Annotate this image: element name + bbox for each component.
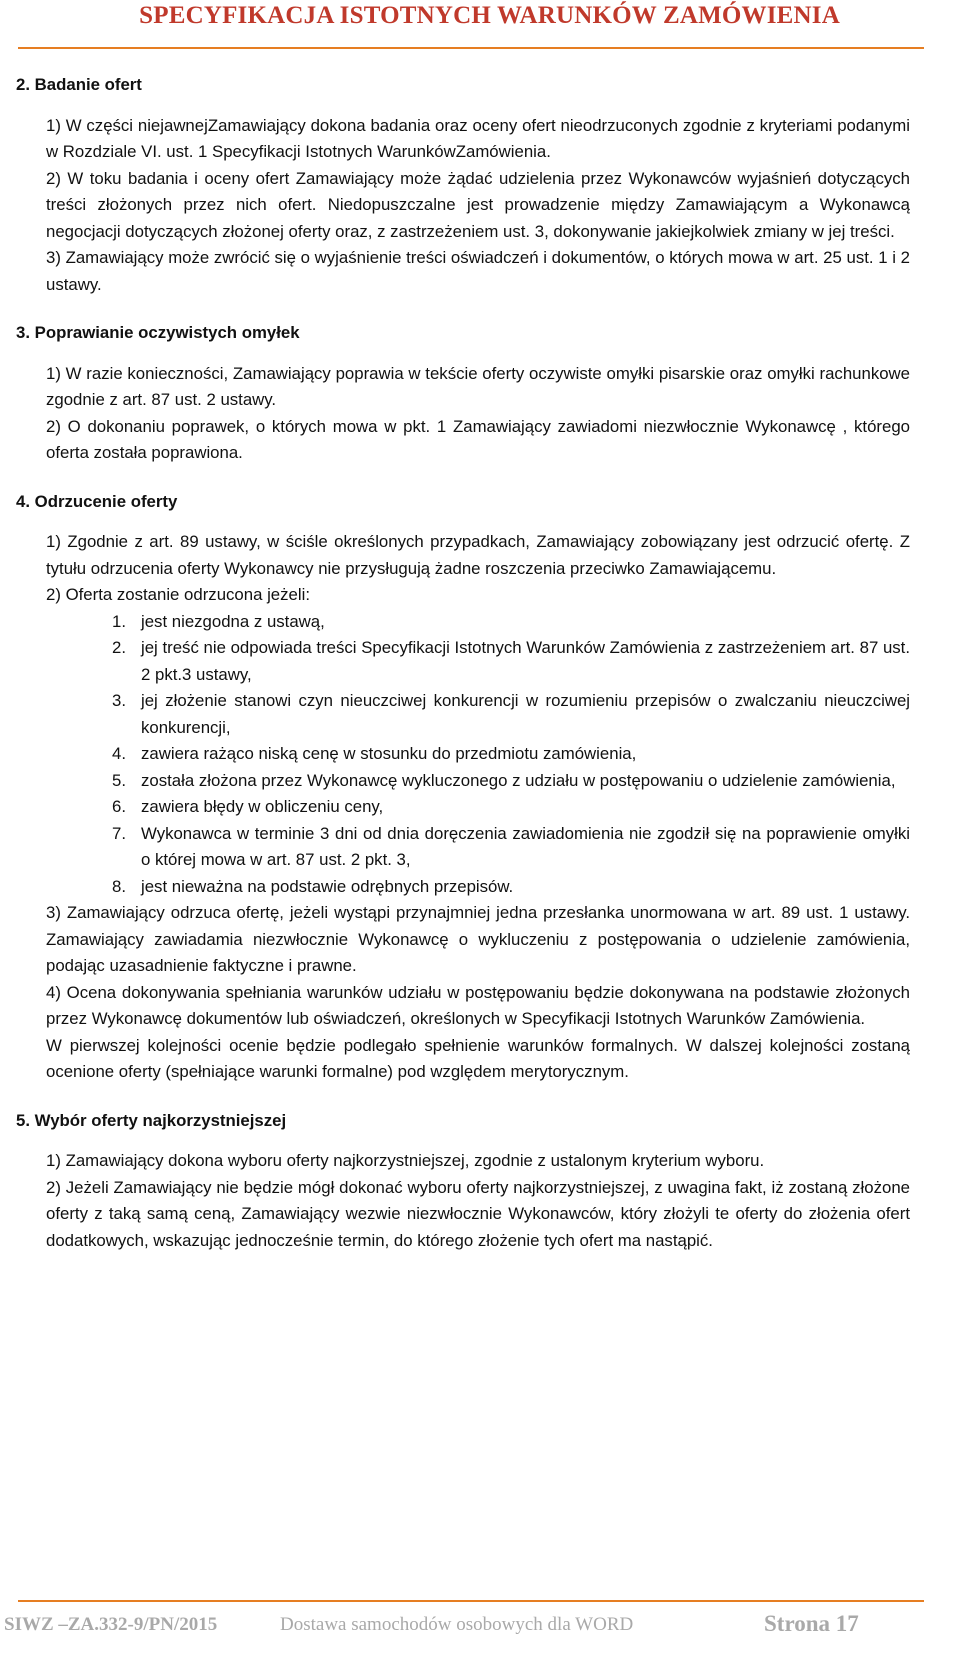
paragraph: 1) Zgodnie z art. 89 ustawy, w ściśle określonych przypadkach, Zamawiający zobowiązany jest odrzucić ofertę. Z tytułu odrzucenia oferty Wykonawcy nie przysługują żadne roszczenia przeciwko Zamawiającemu. — [46, 532, 910, 578]
list-item-number: 8. — [112, 876, 126, 896]
list-item-number: 3. — [112, 691, 126, 710]
list-item-text: jej złożenie stanowi czyn nieuczciwej konkurencji w rozumieniu przepisów o zwalczaniu nieuczciwej konkurencji, — [141, 691, 910, 737]
paragraph: 1) W części niejawnejZamawiający dokona badania oraz oceny ofert nieodrzuconych zgodnie z kryteriami podanymi w Rozdziale VI. ust. 1 Specyfikacji Istotnych WarunkówZamówienia. — [46, 115, 910, 161]
footer-divider — [18, 1600, 924, 1602]
section-title: 5. Wybór oferty najkorzystniejszej — [16, 1110, 287, 1130]
page-footer — [0, 1600, 960, 1653]
header-divider — [18, 47, 924, 49]
list-item — [16, 768, 910, 795]
list-item-text: jej treść nie odpowiada treści Specyfikacji Istotnych Warunków Zamówienia z zastrzeżeniem art. 87 ust. 2 pkt.3 ustawy, — [141, 638, 910, 684]
list-item — [16, 741, 910, 768]
paragraph: 3) Zamawiający może zwrócić się o wyjaśnienie treści oświadczeń i dokumentów, o których mowa w art. 25 ust. 1 i 2 ustawy. — [46, 248, 910, 294]
section-title: 3. Poprawianie oczywistych omyłek — [16, 323, 300, 342]
list-item-number: 1. — [112, 611, 126, 631]
list-item-text: zawiera rażąco niską cenę w stosunku do przedmiotu zamówienia, — [141, 744, 637, 763]
paragraph: 2) Jeżeli Zamawiający nie będzie mógł dokonać wyboru oferty najkorzystniejszej, z uwagina fakt, iż zostaną złożone oferty z taką samą ceną, Zamawiający wezwie niezwłocznie Wykonawców, który złożyli te oferty do złożenia ofert dodatkowych, wskazując jednocześnie termin, do którego złożenie tych ofert ma nastąpić. — [46, 1177, 910, 1250]
list-item-text: zawiera błędy w obliczeniu ceny, — [141, 797, 384, 816]
list-item-number: 6. — [112, 797, 126, 816]
list-item-text: Wykonawca w terminie 3 dni od dnia doręczenia zawiadomienia nie zgodził się na poprawienie omyłki o której mowa w art. 87 ust. 2 pkt. 3, — [141, 823, 910, 869]
paragraph: 2) W toku badania i oceny ofert Zamawiający może żądać udzielenia przez Wykonawców wyjaśnień dotyczących treści złożonych przez nich ofert. Niedopuszczalne jest prowadzenie między Zamawiającym a Wykonawcą negocjacji dotyczących złożonej oferty oraz, z zastrzeżeniem ust. 3, dokonywanie jakiejkolwiek zmiany w jej treści. — [46, 168, 910, 241]
document-body — [16, 72, 910, 1276]
page-header — [0, 0, 960, 50]
list-item — [16, 635, 910, 688]
list-item — [16, 688, 910, 741]
list-item-text: jest nieważna na podstawie odrębnych przepisów. — [141, 876, 514, 896]
list-item — [16, 794, 910, 821]
list-item-number: 2. — [112, 638, 126, 657]
section-odrzucenie-oferty — [16, 489, 910, 1086]
section-title: 2. Badanie ofert — [16, 75, 142, 94]
list-item — [16, 874, 910, 901]
section-poprawianie-omylek — [16, 320, 910, 467]
header-title: SPECYFIKACJA ISTOTNYCH WARUNKÓW ZAMÓWIENIA — [139, 2, 840, 29]
paragraph: 2) Oferta zostanie odrzucona jeżeli: — [46, 585, 310, 604]
list-item-text: została złożona przez Wykonawcę wykluczonego z udziału w postępowaniu o udzielenie zamówienia, — [141, 770, 896, 790]
list-item-number: 7. — [112, 823, 126, 843]
section-wybor-oferty — [16, 1108, 910, 1255]
list-item — [16, 609, 910, 636]
paragraph: 3) Zamawiający odrzuca ofertę, jeżeli wystąpi przynajmniej jedna przesłanka unormowana w art. 89 ust. 1 ustawy. Zamawiający zawiadamia niezwłocznie Wykonawcę o wykluczeniu z postępowania o udzielenie zamówienia, podając uzasadnienie faktyczne i prawne. — [46, 903, 910, 975]
rejection-reasons-list — [16, 609, 910, 901]
footer-subject: Dostawa samochodów osobowych dla WORD — [280, 1614, 634, 1635]
list-item — [16, 821, 910, 874]
paragraph: W pierwszej kolejności ocenie będzie podlegało spełnienie warunków formalnych. W dalszej kolejności zostaną ocenione oferty (spełniające warunki formalne) pod względem merytorycznym. — [46, 1035, 910, 1081]
paragraph: 2) O dokonaniu poprawek, o których mowa w pkt. 1 Zamawiający zawiadomi niezwłocznie Wykonawcę , którego oferta została poprawiona. — [46, 416, 910, 462]
paragraph: 4) Ocena dokonywania spełniania warunków udziału w postępowaniu będzie dokonywana na podstawie złożonych przez Wykonawcę dokumentów lub oświadczeń, określonych w Specyfikacji Istotnych Warunków Zamówienia. — [46, 982, 910, 1028]
list-item-number: 5. — [112, 770, 126, 790]
paragraph: 1) Zamawiający dokona wyboru oferty najkorzystniejszej, zgodnie z ustalonym kryterium wyboru. — [46, 1151, 765, 1170]
list-item-number: 4. — [112, 744, 126, 763]
paragraph: 1) W razie konieczności, Zamawiający poprawia w tekście oferty oczywiste omyłki pisarskie oraz omyłki rachunkowe zgodnie z art. 87 ust. 2 ustawy. — [46, 363, 910, 409]
footer-reference: SIWZ –ZA.332-9/PN/2015 — [4, 1614, 218, 1635]
section-title: 4. Odrzucenie oferty — [16, 491, 178, 511]
list-item-text: jest niezgodna z ustawą, — [141, 611, 325, 631]
section-badanie-ofert — [16, 72, 910, 298]
page-number: Strona 17 — [764, 1611, 859, 1636]
